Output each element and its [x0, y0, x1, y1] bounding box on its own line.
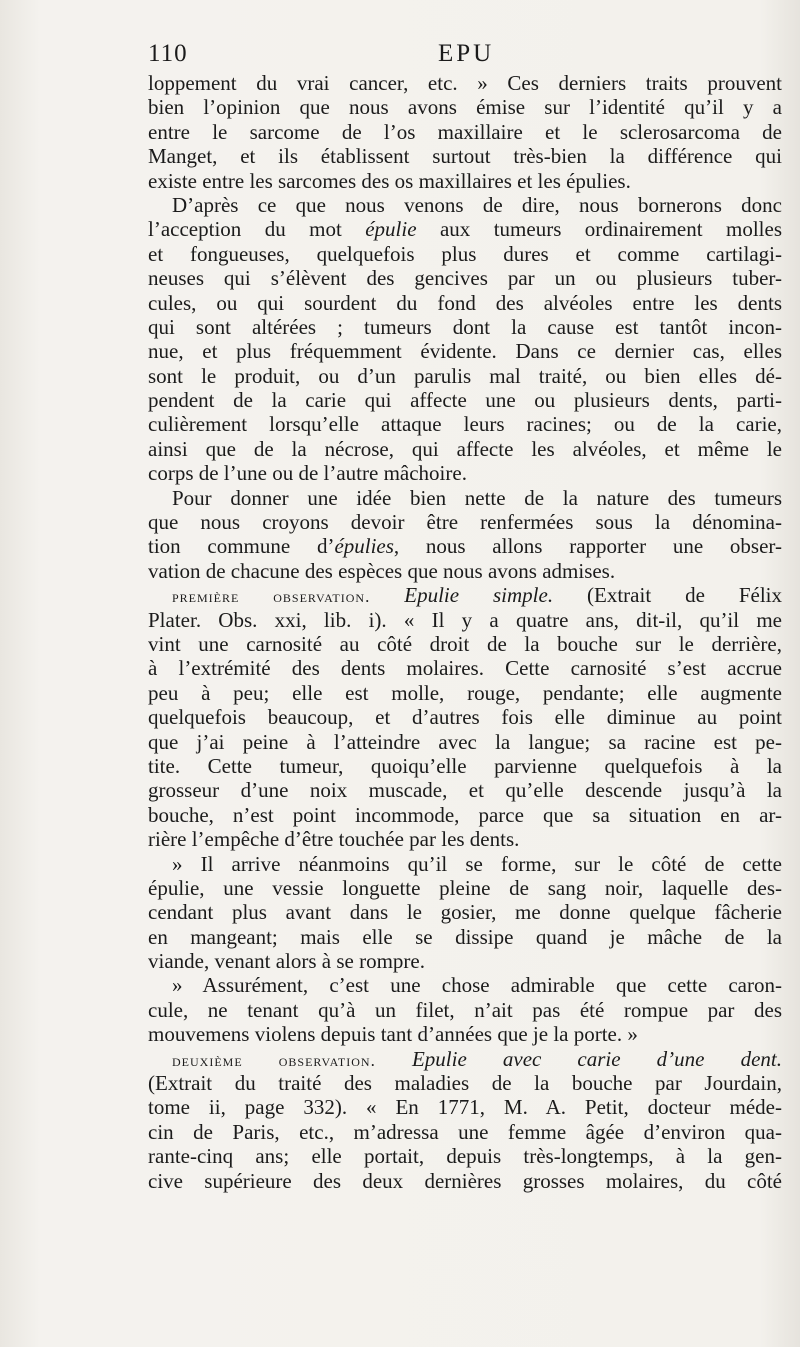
- text-line: [148, 217, 782, 241]
- text-line: [148, 632, 782, 656]
- text-line: [148, 583, 782, 607]
- text-line: [148, 973, 782, 997]
- line-text: nue, et plus fréquemment évidente. Dans ce dernier cas, elles: [148, 339, 782, 364]
- line-text: tome ii, page 332). « En 1771, M. A. Petit, docteur méde-: [148, 1095, 782, 1120]
- text-line: [148, 510, 782, 534]
- line-text: mouvemens violens depuis tant d’années que je la porte. »: [148, 1022, 638, 1047]
- italic-term: Epulie avec carie d’une dent.: [411, 1046, 782, 1071]
- text-line: [148, 193, 782, 217]
- line-text: vint une carnosité au côté droit de la bouche sur le derrière,: [148, 631, 782, 656]
- text-line: [148, 339, 782, 363]
- line-text: sont le produit, ou d’un parulis mal traité, ou bien elles dé-: [148, 363, 782, 388]
- line-text: » Il arrive néanmoins qu’il se forme, sur le côté de cette: [172, 851, 782, 876]
- line-text: » Assurément, c’est une chose admirable que cette caron-: [172, 973, 782, 998]
- line-text: que j’ai peine à l’atteindre avec la langue; sa racine est pe-: [148, 729, 782, 754]
- text-line: [148, 461, 782, 485]
- line-text: et fongueuses, quelquefois plus dures et comme cartilagi-: [148, 241, 782, 266]
- text-line: [148, 71, 782, 95]
- line-text: (Extrait du traité des maladies de la bouche par Jourdain,: [148, 1071, 782, 1096]
- line-text: (Extrait de Félix: [553, 583, 782, 608]
- text-line: [148, 900, 782, 924]
- text-line: [148, 291, 782, 315]
- line-text: rière l’empêche d’être touchée par les dents.: [148, 827, 520, 852]
- text-line: [148, 730, 782, 754]
- line-text: , nous allons rapporter une obser-: [393, 534, 782, 559]
- line-text: épulie, une vessie longuette pleine de sang noir, laquelle des-: [148, 875, 782, 900]
- line-text: en mangeant; mais elle se dissipe quand je mâche de la: [148, 924, 782, 949]
- line-text: vation de chacune des espèces que nous avons admises.: [148, 558, 616, 583]
- line-text: entre le sarcome de l’os maxillaire et le sclerosarcoma de: [148, 119, 782, 144]
- line-text: Pour donner une idée bien nette de la nature des tumeurs: [172, 485, 782, 510]
- text-line: [148, 608, 782, 632]
- line-text: cive supérieure des deux dernières grosses molaires, du côté: [148, 1168, 782, 1193]
- italic-term: épulie: [365, 217, 417, 242]
- line-text: corps de l’une ou de l’autre mâchoire.: [148, 461, 467, 486]
- text-line: [148, 144, 782, 168]
- line-text: cin de Paris, etc., m’adressa une femme âgée d’environ qua-: [148, 1119, 782, 1144]
- line-text: neuses qui s’élèvent des gencives par un ou plusieurs tuber-: [148, 266, 782, 291]
- line-text: grosseur d’une noix muscade, et qu’elle descende jusqu’à la: [148, 778, 782, 803]
- text-line: [148, 266, 782, 290]
- text-line: [148, 1022, 782, 1046]
- observation-heading: première observation.: [172, 587, 371, 607]
- text-line: [148, 1169, 782, 1193]
- text-line: [148, 412, 782, 436]
- line-text: aux tumeurs ordinairement molles: [416, 217, 782, 242]
- text-line: [148, 1144, 782, 1168]
- text-line: [148, 486, 782, 510]
- line-text: culièrement lorsqu’elle attaque leurs racines; ou de la carie,: [148, 412, 782, 437]
- text-line: [148, 852, 782, 876]
- body-text: [148, 71, 782, 1193]
- line-text: Manget, et ils établissent surtout très-bien la différence qui: [148, 144, 782, 169]
- line-text: bouche, n’est point incommode, parce que sa situation en ar-: [148, 802, 782, 827]
- line-text: Plater. Obs. xxi, lib. i). « Il y a quatre ans, dit-il, qu’il me: [148, 607, 782, 632]
- text-line: [148, 803, 782, 827]
- line-text: ainsi que de la nécrose, qui affecte les alvéoles, et même le: [148, 436, 782, 461]
- text-line: [148, 1120, 782, 1144]
- text-line: [148, 120, 782, 144]
- line-text: peu à peu; elle est molle, rouge, pendante; elle augmente: [148, 680, 782, 705]
- text-line: [148, 827, 782, 851]
- line-text: viande, venant alors à se rompre.: [148, 949, 425, 974]
- observation-heading: deuxième observation.: [172, 1050, 376, 1070]
- line-text: qui sont altérées ; tumeurs dont la cause est tantôt incon-: [148, 314, 782, 339]
- line-text: bien l’opinion que nous avons émise sur l’identité qu’il y a: [148, 95, 782, 120]
- running-head: EPU: [438, 40, 495, 67]
- text-line: [148, 925, 782, 949]
- text-line: [148, 681, 782, 705]
- line-text: loppement du vrai cancer, etc. » Ces derniers traits prouvent: [148, 71, 782, 95]
- line-text: l’acception du mot: [148, 217, 366, 242]
- text-line: [148, 242, 782, 266]
- text-line: [148, 95, 782, 119]
- line-text: cule, ne tenant qu’à un filet, n’ait pas été rompue par des: [148, 997, 782, 1022]
- text-line: [148, 656, 782, 680]
- text-line: [148, 315, 782, 339]
- text-line: [148, 364, 782, 388]
- line-text: pendent de la carie qui affecte une ou plusieurs dents, parti-: [148, 388, 782, 413]
- text-line: [148, 388, 782, 412]
- text-line: [148, 1047, 782, 1071]
- text-line: [148, 437, 782, 461]
- text-line: [148, 998, 782, 1022]
- italic-term: Epulie simple.: [404, 583, 554, 608]
- line-text: quelquefois beaucoup, et d’autres fois elle diminue au point: [148, 705, 782, 730]
- text-line: [148, 778, 782, 802]
- text-line: [148, 1071, 782, 1095]
- line-text: à l’extrémité des dents molaires. Cette carnosité s’est accrue: [148, 656, 782, 681]
- text-line: [148, 754, 782, 778]
- line-text: cules, ou qui sourdent du fond des alvéoles entre les dents: [148, 290, 782, 315]
- text-line: [148, 949, 782, 973]
- text-line: [148, 876, 782, 900]
- italic-term: épulies: [334, 534, 394, 559]
- text-line: [148, 1095, 782, 1119]
- text-line: [148, 169, 782, 193]
- text-line: [148, 559, 782, 583]
- text-line: [148, 534, 782, 558]
- page-header: [148, 40, 770, 72]
- line-text: tite. Cette tumeur, quoiqu’elle parvienne quelquefois à la: [148, 753, 782, 778]
- line-text: que nous croyons devoir être renfermées sous la dénomina-: [148, 510, 782, 535]
- line-text: tion commune d’: [148, 534, 335, 559]
- line-text: cendant plus avant dans le gosier, me donne quelque fâcherie: [148, 900, 782, 925]
- text-line: [148, 705, 782, 729]
- line-text: existe entre les sarcomes des os maxillaires et les épulies.: [148, 168, 631, 193]
- line-text: rante-cinq ans; elle portait, depuis très-longtemps, à la gen-: [148, 1144, 782, 1169]
- page-number: 110: [148, 40, 188, 67]
- line-text: D’après ce que nous venons de dire, nous bornerons donc: [172, 192, 782, 217]
